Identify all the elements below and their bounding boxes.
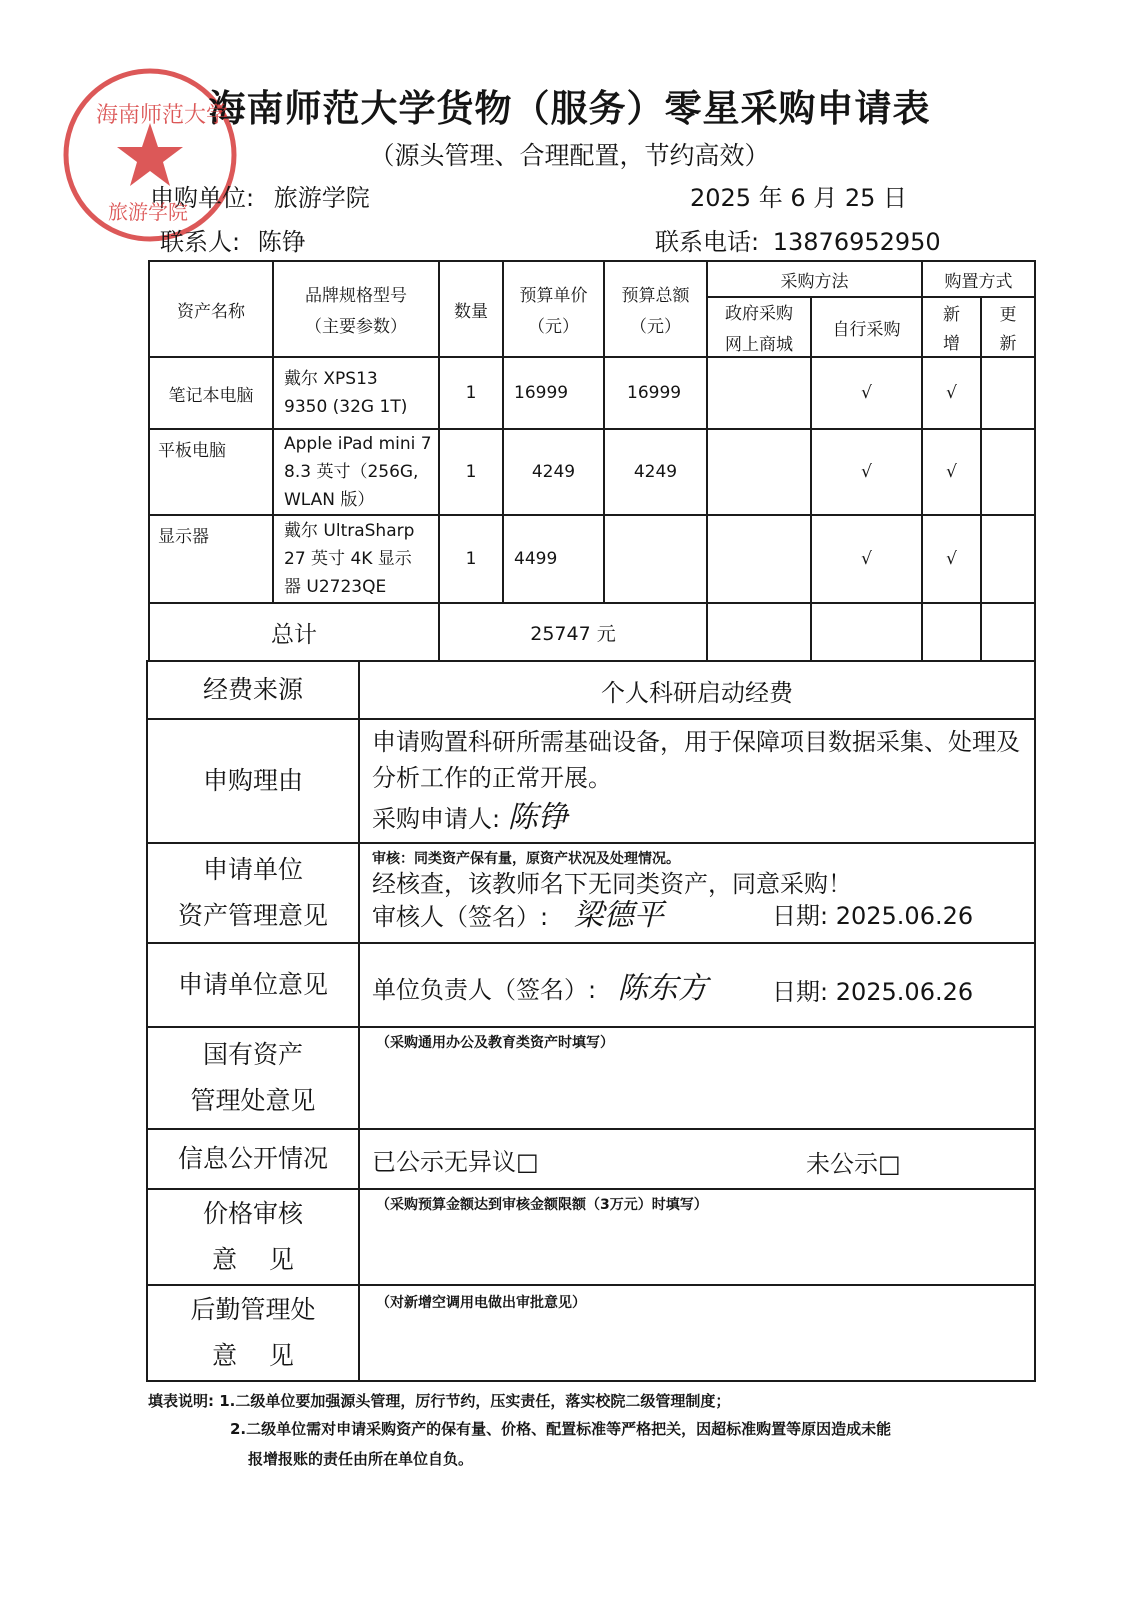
stamp-text-top: 海南师范大学 — [96, 103, 229, 128]
disclosure-option-published[interactable]: 已公示无异议□ — [372, 1147, 539, 1176]
contact-value: 陈铮 — [257, 228, 306, 256]
disclosure-label: 信息公开情况 — [147, 1129, 359, 1189]
asset-mgmt-label-1: 申请单位 — [202, 855, 303, 884]
row-method-self-check: √ — [811, 429, 922, 515]
unit-head-signature: 陈东方 — [617, 971, 708, 1006]
applicant-label: 采购申请人: — [372, 805, 501, 833]
row-qty: 1 — [439, 357, 503, 429]
header-unit-price — [503, 261, 604, 357]
header-mode-new-2: 增 — [943, 334, 960, 354]
row-spec-line: 9350 (32G 1T) — [284, 397, 408, 417]
header-mode-update-1: 更 — [999, 305, 1017, 325]
asset-mgmt-text: 经核查，该教师名下无同类资产，同意采购！ — [372, 870, 852, 898]
unit-field — [150, 178, 370, 213]
phone-label: 联系电话: — [655, 228, 760, 256]
row-total: 16999 — [604, 357, 707, 429]
asset-mgmt-label-2: 资产管理意见 — [177, 901, 328, 930]
row-spec — [273, 357, 439, 429]
row-unit-price: 16999 — [503, 357, 604, 429]
asset-mgmt-cell — [359, 843, 1035, 943]
contact-label: 联系人: — [160, 228, 241, 256]
header-method: 采购方法 — [707, 261, 922, 297]
logistics-hint: （对新增空调用电做出审批意见） — [376, 1295, 586, 1311]
row-mode-new-check: √ — [922, 515, 981, 603]
asset-mgmt-hint: 审核：同类资产保有量，原资产状况及处理情况。 — [372, 851, 680, 867]
header-spec-label: 品牌规格型号 — [305, 286, 407, 306]
notes-line-3: 报增报账的责任由所在单位自负。 — [248, 1450, 474, 1468]
total-row — [149, 603, 1035, 661]
header-mode-new — [922, 297, 981, 357]
table-row — [149, 429, 1035, 515]
header-unit-price-label: 预算单价 — [519, 286, 588, 306]
disclosure-option-unpublished[interactable]: 未公示□ — [806, 1150, 901, 1178]
price-label — [147, 1189, 359, 1285]
funding-value: 个人科研启动经费 — [359, 661, 1035, 719]
contact-field — [160, 222, 306, 257]
reviewer-signature: 梁德平 — [573, 898, 664, 933]
row-method-gov — [707, 429, 811, 515]
price-hint: （采购预算金额达到审核金额限额（3万元）时填写） — [376, 1197, 708, 1213]
total-label: 总计 — [149, 603, 439, 661]
header-spec — [273, 261, 439, 357]
header-asset-name: 资产名称 — [149, 261, 273, 357]
unit-opinion-label: 申请单位意见 — [147, 943, 359, 1027]
review-date: 日期: 2025.06.26 — [772, 902, 974, 930]
price-label-2: 意 见 — [212, 1245, 294, 1274]
phone-value: 13876952950 — [772, 228, 941, 256]
row-mode-new-check: √ — [922, 357, 981, 429]
row-spec-line: 戴尔 XPS13 — [284, 369, 378, 389]
total-empty — [922, 603, 981, 661]
reason-text: 申请购置科研所需基础设备，用于保障项目数据采集、处理及分析工作的正常开展。 — [372, 728, 1020, 792]
total-empty — [981, 603, 1035, 661]
unit-opinion-date: 日期: 2025.06.26 — [772, 978, 974, 1006]
row-mode-update — [981, 515, 1035, 603]
logistics-label-2: 意 见 — [212, 1341, 294, 1370]
table-row — [149, 515, 1035, 603]
row-total: 4249 — [604, 429, 707, 515]
unit-value: 旅游学院 — [273, 184, 370, 212]
header-spec-sub: （主要参数） — [305, 317, 407, 337]
row-mode-update — [981, 357, 1035, 429]
header-mode-update-2: 新 — [999, 334, 1017, 354]
row-method-self-check: √ — [811, 357, 922, 429]
funding-label: 经费来源 — [147, 661, 359, 719]
price-cell — [359, 1189, 1035, 1285]
row-mode-new-check: √ — [922, 429, 981, 515]
header-mode: 购置方式 — [922, 261, 1035, 297]
unit-label: 申购单位: — [150, 184, 255, 212]
header-total-price-sub: （元） — [630, 317, 681, 337]
state-asset-label-1: 国有资产 — [202, 1040, 303, 1069]
header-unit-price-sub: （元） — [528, 317, 579, 337]
row-mode-update — [981, 429, 1035, 515]
row-total — [604, 515, 707, 603]
table-row — [149, 357, 1035, 429]
row-asset-name: 显示器 — [149, 515, 273, 603]
row-spec-line: 器 U2723QE — [284, 577, 387, 597]
unit-opinion-cell — [359, 943, 1035, 1027]
unit-head-label: 单位负责人（签名）: — [372, 976, 597, 1004]
row-spec-line: WLAN 版） — [284, 490, 375, 510]
header-mode-update — [981, 297, 1035, 357]
reviewer-label: 审核人（签名）: — [372, 903, 549, 931]
state-asset-hint: （采购通用办公及教育类资产时填写） — [376, 1035, 614, 1051]
row-spec-line: Apple iPad mini 7 — [284, 434, 432, 454]
state-asset-label — [147, 1027, 359, 1129]
asset-mgmt-label — [147, 843, 359, 943]
row-qty: 1 — [439, 429, 503, 515]
disclosure-cell — [359, 1129, 1035, 1189]
row-qty: 1 — [439, 515, 503, 603]
header-method-self: 自行采购 — [811, 297, 922, 357]
form-date: 2025 年 6 月 25 日 — [690, 184, 908, 212]
row-asset-name: 笔记本电脑 — [149, 357, 273, 429]
header-qty: 数量 — [439, 261, 503, 357]
notes-line-2: 2.二级单位需对申请采购资产的保有量、价格、配置标准等严格把关，因超标准购置等原因造成未能 — [230, 1420, 892, 1438]
price-label-1: 价格审核 — [202, 1199, 303, 1228]
header-method-gov — [707, 297, 811, 357]
header-total-price-label: 预算总额 — [621, 286, 690, 306]
row-spec-line: 8.3 英寸（256G, — [284, 462, 419, 482]
header-total-price — [604, 261, 707, 357]
row-spec — [273, 429, 439, 515]
header-mode-new-1: 新 — [943, 305, 960, 325]
reviewer-line — [372, 900, 1024, 933]
row-unit-price: 4499 — [503, 515, 604, 603]
logistics-cell — [359, 1285, 1035, 1381]
header-method-gov-label: 政府采购 — [725, 304, 793, 324]
notes-prefix: 填表说明: — [148, 1392, 214, 1410]
state-asset-label-2: 管理处意见 — [190, 1086, 316, 1115]
applicant-line — [372, 800, 1024, 837]
logistics-label-1: 后勤管理处 — [190, 1295, 316, 1324]
row-method-gov — [707, 357, 811, 429]
notes-line-1 — [148, 1390, 730, 1411]
form-subtitle: （源头管理、合理配置，节约高效） — [369, 141, 770, 170]
state-asset-cell — [359, 1027, 1035, 1129]
opinion-table — [146, 660, 1036, 1382]
row-asset-name: 平板电脑 — [149, 429, 273, 515]
total-value: 25747 元 — [439, 603, 707, 661]
applicant-signature: 陈铮 — [507, 800, 568, 835]
row-method-gov — [707, 515, 811, 603]
reason-label: 申购理由 — [147, 719, 359, 843]
logistics-label — [147, 1285, 359, 1381]
form-title: 海南师范大学货物（服务）零星采购申请表 — [208, 87, 931, 130]
row-unit-price: 4249 — [503, 429, 604, 515]
row-method-self-check: √ — [811, 515, 922, 603]
reason-cell — [359, 719, 1035, 843]
row-spec-line: 戴尔 UltraSharp — [284, 521, 415, 541]
phone-field — [655, 222, 941, 257]
row-spec-line: 27 英寸 4K 显示 — [284, 549, 412, 569]
header-method-gov-sub: 网上商城 — [725, 335, 793, 355]
row-spec — [273, 515, 439, 603]
notes-text-1: 1.二级单位要加强源头管理，厉行节约，压实责任，落实校院二级管理制度； — [219, 1392, 731, 1410]
stamp-text-bottom: 旅游学院 — [108, 200, 188, 224]
total-empty — [811, 603, 922, 661]
total-empty — [707, 603, 811, 661]
items-table — [148, 260, 1036, 662]
